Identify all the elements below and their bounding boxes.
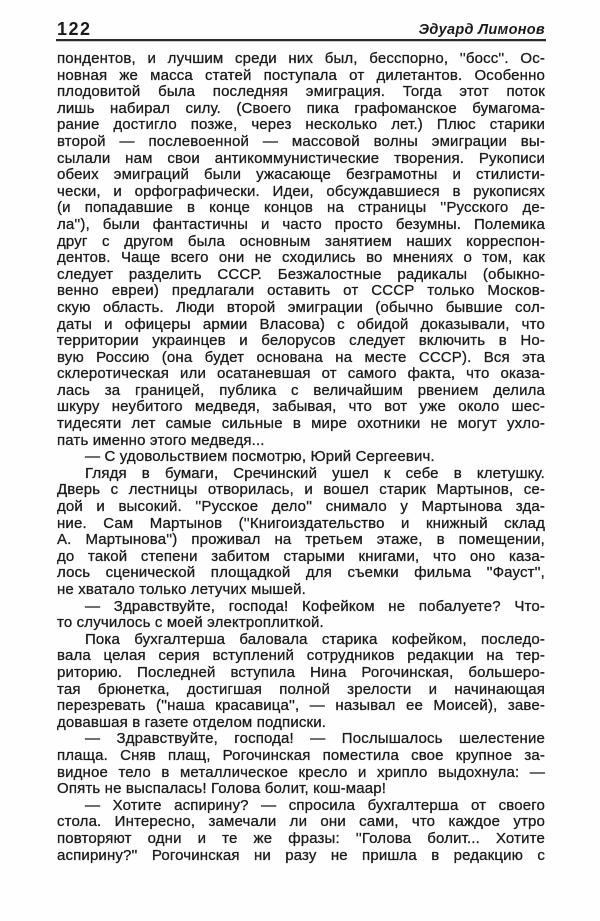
paragraph [57,51,545,449]
text-line: даты и офицеры армии Власова) с обидой доказывали, что [57,315,545,333]
text-line: лось сценической площадкой для съемки фильма ''Фауст'', [57,564,545,582]
paragraph [57,466,545,599]
paragraph [57,731,545,797]
text-line: А. Мартынова'') проживал на третьем этаже, в помещении, [57,531,545,549]
page-header [57,16,545,38]
text-line: видное тело в металлическое кресло и хрипло выдохнула: — [57,763,545,781]
paragraph [57,798,545,864]
text-line: чески, и орфографически. Идеи, обсуждавшиеся в рукописях [57,182,545,200]
text-line: — С удовольствием посмотрю, Юрий Сергеевич. [85,448,435,466]
text-line: следует разделить СССР. Безжалостные радикалы (обыкно- [57,265,545,283]
text-line: тидесяти лет самые сильные в мире охотники не могут ухло- [57,415,545,433]
text-line: довавшая в газете отделом подписки. [57,713,327,731]
text-line: до такой степени забитом старыми книгами, что оно каза- [57,547,545,565]
text-line: Дверь с лестницы отворилась, и вошел старик Мартынов, се- [57,481,545,499]
text-line: ла''), были фантастичны и часто просто безумны. Полемика [57,215,545,233]
text-line: дентов. Чаще всего они не сходились во мнениях о том, как [57,249,545,267]
text-line: то случилось с моей электроплиткой. [57,614,324,632]
text-line: скую область. Люди второй эмиграции (обычно бывшие сол- [57,298,545,316]
text-line: ние. Сам Мартынов (''Книгоиздательство и книжный склад [57,514,545,532]
text-line: рание достигло позже, через несколько лет.) Плюс старики [57,116,545,134]
text-line: вую Россию (она будет основана на месте СССР). Вся эта [57,348,545,366]
text-line: тая брюнетка, достигшая полной зрелости и начинающая [57,680,545,698]
text-line: второй — послевоенной — массовой волны эмиграции вы- [57,132,545,150]
text-line: шкуру неубитого медведя, забывая, что вот уже около шес- [57,398,545,416]
text-line: лишь набирал силу. (Своего пика графоманское бумагома- [57,99,545,117]
text-line: Пока бухгалтерша баловала старика кофейком, последо- [85,630,545,648]
text-line: Опять не выспалась! Голова болит, кош-маар! [57,780,387,798]
text-line: плаща. Сняв плащ, Рогочинская поместила свое крупное за- [57,746,545,764]
text-line: дой и высокий. ''Русское дело'' снимало у Мартынова зда- [57,498,545,516]
text-line: лась за границей, публика с величайшим рвением делила [57,381,545,399]
text-line: стола. Интересно, замечали ли они сами, что каждое утро [57,813,545,831]
page-number: 122 [57,19,92,39]
text-line: Глядя в бумаги, Сречинский ушел к себе в клетушку. [85,464,545,482]
text-line: — Здравствуйте, господа! — Послышалось шелестение [85,730,545,748]
header-rule [56,39,546,41]
text-line: не хватало только летучих мышей. [57,581,306,598]
running-head-author: Эдуард Лимонов [418,21,545,38]
text-line: друг с другом была основным занятием наших корреспон- [57,232,545,250]
text-line: аспирину?'' Рогочинская ни разу не пришла в редакцию с [57,846,545,864]
text-line: пать именно этого медведя... [57,431,265,449]
text-line: — Здравствуйте, господа! Кофейком не побалуете? Что- [85,597,545,615]
text-line: обеих эмиграций были ужасающе безграмотны и стилисти- [57,166,545,184]
text-line: пондентов, и лучшим среди них был, бесспорно, ''босс''. Ос- [57,50,545,67]
text-line: сылали нам свои антикоммунистические творения. Рукописи [57,149,545,167]
text-line: перезревать (''наша красавица'', — называл ее Моисей), заве- [57,697,545,715]
paragraph [57,632,545,732]
text-line: повторяют одни и те же фразы: ''Голова болит... Хотите [57,829,545,847]
page-body [57,51,545,864]
text-line: вала целая серия вступлений сотрудников редакции на тер- [57,647,545,665]
text-line: венно евреи) предлагали оставить от СССР только Москов- [57,282,545,300]
text-line: — Хотите аспирину? — спросила бухгалтерша от своего [85,796,545,814]
text-line: риторию. Последней вступила Нина Рогочинская, большеро- [57,663,545,681]
text-line: новная же масса статей поступала от дилетантов. Особенно [57,66,545,84]
text-line: (и попадавшие в конце концов на страницы ''Русского де- [57,199,545,217]
paragraph [57,599,545,632]
text-line: территории украинцев и белорусов следует включить в Но- [57,332,545,350]
text-line: склеротическая или осатаневшая от самого факта, что оказа- [57,365,545,383]
paragraph [57,449,545,466]
text-line: плодовитой была последняя эмиграция. Тогда этот поток [57,83,545,101]
